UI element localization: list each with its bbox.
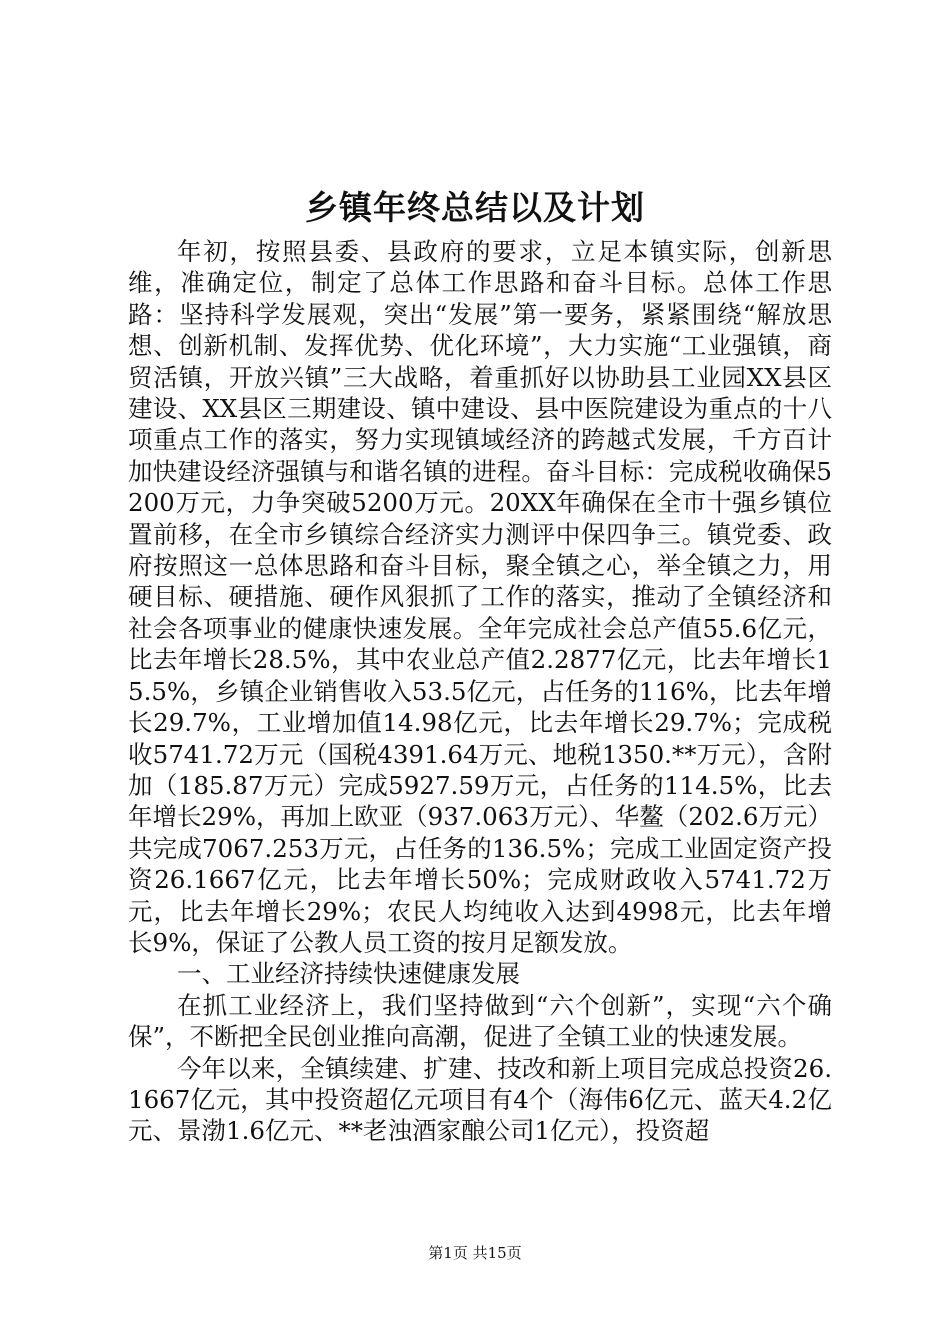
document-body bbox=[128, 236, 832, 1147]
section-heading-industry: 一、工业经济持续快速健康发展 bbox=[177, 959, 520, 989]
paragraph-investment: 今年以来，全镇续建、扩建、技改和新上项目完成总投资26.1667亿元，其中投资超亿元项目有4个（海伟6亿元、蓝天4.2亿元、景渤1.6亿元、**老浊酒家酿公司1亿元），投资超 bbox=[128, 1053, 832, 1146]
paragraph-summary: 年初，按照县委、县政府的要求，立足本镇实际，创新思维，准确定位，制定了总体工作思路和奋斗目标。总体工作思路：坚持科学发展观，突出“发展”第一要务，紧紧围绕“解放思想、创新机制、发挥优势、优化环境”，大力实施“工业强镇，商贸活镇，开放兴镇”三大战略，着重抓好以协助县工业园XX县区建设、XX县区三期建设、镇中建设、县中医院建设为重点的十八项重点工作的落实，努力实现镇域经济的跨越式发展，千方百计加快建设经济强镇与和谐名镇的进程。奋斗目标：完成税收确保5200万元，力争突破5200万元。20XX年确保在全市十强乡镇位置前移，在全市乡镇综合经济实力测评中保四争三。镇党委、政府按照这一总体思路和奋斗目标，聚全镇之心，举全镇之力，用硬目标、硬措施、硬作风狠抓了工作的落实，推动了全镇经济和社会各项事业的健康快速发展。全年完成社会总产值55.6亿元，比去年增长28.5%，其中农业总产值2.2877亿元，比去年增长15.5%，乡镇企业销售收入53.5亿元，占任务的116%，比去年增长29.7%，工业增加值14.98亿元，比去年增长29.7%；完成税收5741.72万元（国税4391.64万元、地税1350.**万元），含附加（185.87万元）完成5927.59万元，占任务的114.5%，比去年增长29%，再加上欧亚（937.063万元）、华鳌（202.6万元）共完成7067.253万元，占任务的136.5%；完成工业固定资产投资26.1667亿元，比去年增长50%；完成财政收入5741.72万元，比去年增长29%；农民人均纯收入达到4998元，比去年增长9%，保证了公教人员工资的按月足额发放。 bbox=[128, 237, 832, 957]
paragraph-industry-intro: 在抓工业经济上，我们坚持做到“六个创新”，实现“六个确保”，不断把全民创业推向高潮，促进了全镇工业的快速发展。 bbox=[128, 990, 832, 1052]
page-number-footer: 第1页 共15页 bbox=[428, 1244, 522, 1262]
document-title: 乡镇年终总结以及计划 bbox=[305, 188, 645, 227]
